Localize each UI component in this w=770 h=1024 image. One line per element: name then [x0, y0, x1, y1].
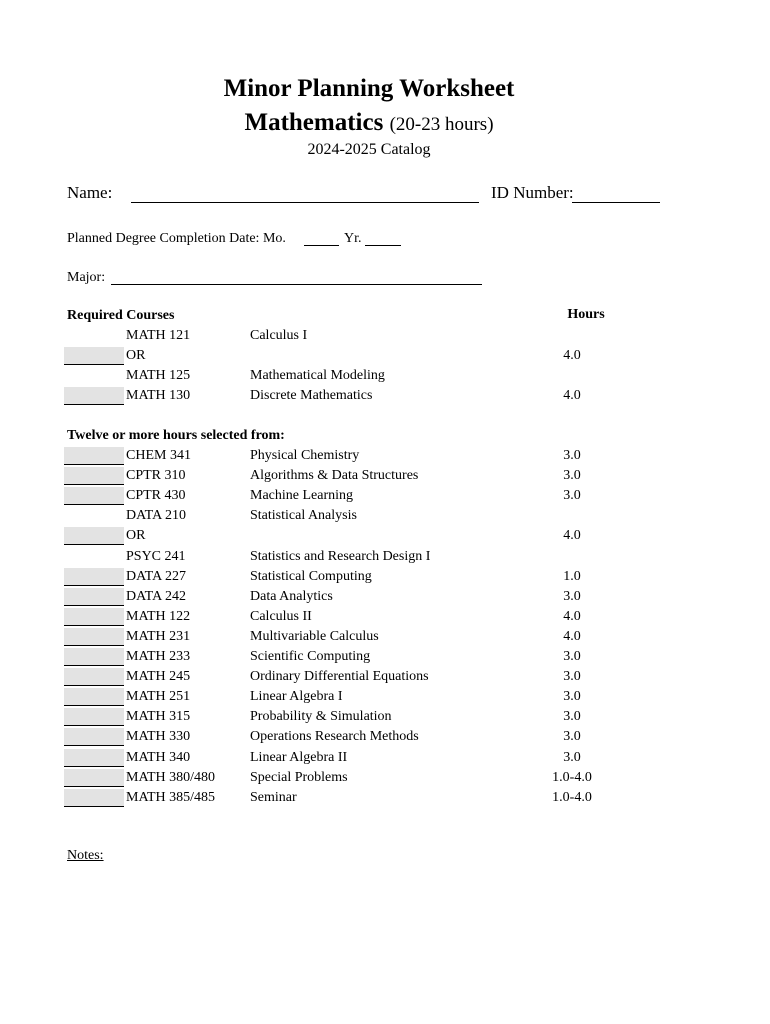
course-code: MATH 340 — [126, 749, 191, 765]
course-hours: 3.0 — [563, 749, 581, 765]
course-checkoff-field[interactable] — [64, 789, 124, 807]
course-name: Discrete Mathematics — [250, 388, 373, 403]
course-checkoff-field[interactable] — [64, 467, 124, 485]
course-hours: 4.0 — [563, 608, 581, 624]
course-row — [0, 486, 770, 506]
course-row — [0, 707, 770, 727]
course-checkoff-field[interactable] — [64, 588, 124, 606]
course-code: CPTR 430 — [126, 488, 186, 504]
course-checkoff-field[interactable] — [64, 487, 124, 505]
course-row — [0, 366, 770, 386]
major-field[interactable] — [111, 284, 482, 285]
id-field[interactable] — [572, 202, 660, 203]
course-checkoff-field[interactable] — [64, 708, 124, 726]
course-row — [0, 506, 770, 526]
course-name: Statistical Computing — [250, 568, 372, 584]
course-row — [0, 768, 770, 788]
course-name: Statistics and Research Design I — [250, 548, 431, 564]
major-label: Major: — [67, 270, 106, 285]
course-code: MATH 121 — [126, 328, 191, 343]
course-name: Ordinary Differential Equations — [250, 669, 429, 685]
course-name: Data Analytics — [250, 588, 333, 604]
course-code: MATH 125 — [126, 368, 191, 383]
course-code: OR — [126, 528, 146, 544]
course-code: MATH 231 — [126, 628, 191, 644]
course-hours: 3.0 — [563, 669, 581, 685]
course-hours: 3.0 — [563, 689, 581, 705]
course-hours: 4.0 — [563, 348, 581, 363]
required-heading: Required Courses — [67, 308, 175, 323]
id-label: ID Number: — [491, 183, 574, 202]
course-name: Linear Algebra I — [250, 689, 343, 705]
page-title: Minor Planning Worksheet — [223, 75, 515, 102]
name-field[interactable] — [131, 202, 479, 203]
course-checkoff-field[interactable] — [64, 608, 124, 626]
course-row — [0, 446, 770, 466]
completion-label: Planned Degree Completion Date: Mo. — [67, 231, 286, 246]
course-row — [0, 748, 770, 768]
name-label: Name: — [67, 183, 113, 202]
course-code: MATH 130 — [126, 388, 191, 403]
course-code: DATA 227 — [126, 568, 186, 584]
course-name: Special Problems — [250, 769, 348, 785]
course-code: MATH 233 — [126, 649, 191, 664]
course-checkoff-field[interactable] — [64, 688, 124, 706]
course-checkoff-field[interactable] — [64, 628, 124, 646]
course-row — [0, 667, 770, 687]
course-row — [0, 627, 770, 647]
course-row — [0, 727, 770, 747]
course-checkoff-field[interactable] — [64, 749, 124, 767]
course-name: Scientific Computing — [250, 649, 371, 664]
completion-year-field[interactable] — [365, 245, 401, 246]
course-row — [0, 466, 770, 486]
course-name: Seminar — [250, 789, 297, 805]
course-row — [0, 386, 770, 406]
course-row — [0, 687, 770, 707]
course-name: Calculus II — [250, 608, 312, 624]
year-label: Yr. — [344, 231, 362, 246]
course-row — [0, 526, 770, 546]
course-row — [0, 567, 770, 587]
course-checkoff-field[interactable] — [64, 347, 124, 365]
course-hours: 3.0 — [563, 488, 581, 504]
course-name: Machine Learning — [250, 488, 354, 504]
course-checkoff-field[interactable] — [64, 568, 124, 586]
course-name: Linear Algebra II — [250, 749, 348, 765]
course-code: DATA 242 — [126, 588, 186, 604]
course-row — [0, 346, 770, 366]
course-hours: 3.0 — [563, 649, 581, 664]
catalog-year: 2024-2025 Catalog — [307, 141, 431, 158]
course-code: OR — [126, 348, 146, 363]
course-code: DATA 210 — [126, 508, 186, 524]
course-code: CPTR 310 — [126, 468, 186, 484]
course-checkoff-field[interactable] — [64, 769, 124, 787]
course-checkoff-field[interactable] — [64, 668, 124, 686]
course-row — [0, 647, 770, 667]
course-hours: 1.0 — [563, 568, 581, 584]
course-hours: 4.0 — [563, 528, 581, 544]
course-code: MATH 245 — [126, 669, 191, 685]
course-row — [0, 587, 770, 607]
course-name: Mathematical Modeling — [250, 368, 385, 383]
completion-month-field[interactable] — [304, 245, 339, 246]
course-checkoff-field[interactable] — [64, 387, 124, 405]
course-code: MATH 330 — [126, 729, 191, 745]
course-code: MATH 251 — [126, 689, 191, 705]
electives-heading: Twelve or more hours selected from: — [67, 428, 285, 443]
course-row — [0, 607, 770, 627]
course-name: Algorithms & Data Structures — [250, 468, 419, 484]
course-hours: 1.0-4.0 — [552, 789, 592, 805]
course-hours: 4.0 — [563, 388, 581, 403]
course-checkoff-field[interactable] — [64, 527, 124, 545]
course-name: Operations Research Methods — [250, 729, 419, 745]
course-code: MATH 385/485 — [126, 789, 216, 805]
course-checkoff-field[interactable] — [64, 648, 124, 666]
course-hours: 4.0 — [563, 628, 581, 644]
course-hours: 3.0 — [563, 729, 581, 745]
hours-range: (20-23 hours) — [389, 114, 494, 135]
course-name: Multivariable Calculus — [250, 628, 379, 644]
course-code: CHEM 341 — [126, 448, 191, 463]
course-row — [0, 326, 770, 346]
subtitle — [0, 109, 738, 137]
notes-label: Notes: — [67, 848, 104, 863]
hours-heading: Hours — [567, 307, 605, 322]
course-hours: 3.0 — [563, 588, 581, 604]
course-row — [0, 547, 770, 567]
course-code: MATH 315 — [126, 709, 191, 725]
course-code: PSYC 241 — [126, 548, 186, 564]
course-name: Probability & Simulation — [250, 709, 392, 725]
course-row — [0, 788, 770, 808]
course-name: Statistical Analysis — [250, 508, 357, 524]
course-hours: 3.0 — [563, 448, 581, 463]
course-code: MATH 122 — [126, 608, 191, 624]
course-code: MATH 380/480 — [126, 769, 216, 785]
course-hours: 3.0 — [563, 468, 581, 484]
subject: Mathematics — [244, 109, 384, 136]
course-hours: 3.0 — [563, 709, 581, 725]
course-hours: 1.0-4.0 — [552, 769, 592, 785]
course-checkoff-field[interactable] — [64, 447, 124, 465]
course-name: Physical Chemistry — [250, 448, 360, 463]
course-name: Calculus I — [250, 328, 308, 343]
course-checkoff-field[interactable] — [64, 728, 124, 746]
